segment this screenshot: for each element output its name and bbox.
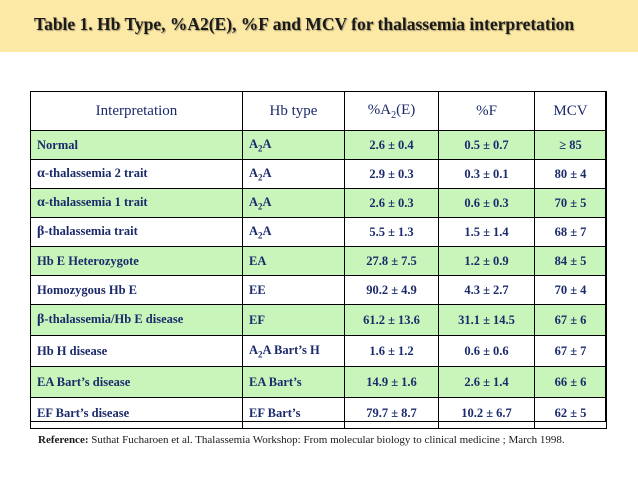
header-a2-sub: 2 bbox=[391, 109, 397, 121]
cell-a2: 79.7 ± 8.7 bbox=[345, 398, 439, 429]
interpretation-text: Normal bbox=[37, 137, 78, 152]
cell-interpretation bbox=[31, 247, 243, 276]
title-banner bbox=[0, 0, 638, 52]
table-row bbox=[31, 367, 607, 398]
cell-hb-type bbox=[243, 218, 345, 247]
cell-f: 0.6 ± 0.6 bbox=[439, 336, 535, 367]
cell-a2: 1.6 ± 1.2 bbox=[345, 336, 439, 367]
cell-f: 2.6 ± 1.4 bbox=[439, 367, 535, 398]
hb-type-prefix: EA bbox=[249, 253, 267, 268]
cell-interpretation bbox=[31, 398, 243, 429]
interpretation-text: -thalassemia trait bbox=[44, 224, 138, 238]
cell-mcv: 66 ± 6 bbox=[535, 367, 607, 398]
cell-f: 0.3 ± 0.1 bbox=[439, 160, 535, 189]
hb-type-prefix: A bbox=[249, 165, 259, 180]
interpretation-text: -thalassemia 1 trait bbox=[44, 195, 148, 209]
cell-hb-type bbox=[243, 189, 345, 218]
cell-interpretation bbox=[31, 189, 243, 218]
cell-a2: 61.2 ± 13.6 bbox=[345, 305, 439, 336]
hb-type-suffix: A Bart’s H bbox=[262, 342, 320, 357]
header-interpretation: Interpretation bbox=[31, 92, 243, 131]
cell-mcv: 70 ± 5 bbox=[535, 189, 607, 218]
cell-mcv: 67 ± 6 bbox=[535, 305, 607, 336]
hb-type-suffix: A bbox=[262, 165, 272, 180]
cell-a2: 5.5 ± 1.3 bbox=[345, 218, 439, 247]
hb-type-subscript: 2 bbox=[258, 230, 263, 241]
hb-type-prefix: A bbox=[249, 342, 259, 357]
header-a2 bbox=[345, 92, 439, 131]
cell-mcv: 68 ± 7 bbox=[535, 218, 607, 247]
table-row bbox=[31, 247, 607, 276]
cell-hb-type bbox=[243, 305, 345, 336]
interpretation-text: EF Bart’s disease bbox=[37, 405, 130, 420]
cell-f: 4.3 ± 2.7 bbox=[439, 276, 535, 305]
reference-note bbox=[38, 434, 565, 446]
hb-type-prefix: A bbox=[249, 194, 259, 209]
cell-interpretation bbox=[31, 367, 243, 398]
greek-symbol: β bbox=[37, 312, 45, 327]
greek-symbol: α bbox=[37, 195, 45, 210]
interpretation-text: Hb H disease bbox=[37, 343, 108, 358]
hb-type-prefix: A bbox=[249, 223, 259, 238]
hb-type-subscript: 2 bbox=[258, 201, 263, 212]
cell-f: 0.6 ± 0.3 bbox=[439, 189, 535, 218]
cell-hb-type bbox=[243, 336, 345, 367]
reference-text: Suthat Fucharoen et al. Thalassemia Workshop: From molecular biology to clinical medicine ; March 1998. bbox=[88, 434, 565, 446]
hb-type-prefix: EF bbox=[249, 312, 265, 327]
reference-label: Reference: bbox=[38, 434, 89, 446]
cell-hb-type bbox=[243, 247, 345, 276]
cell-f: 1.5 ± 1.4 bbox=[439, 218, 535, 247]
cell-a2: 2.9 ± 0.3 bbox=[345, 160, 439, 189]
header-a2-suffix: (E) bbox=[396, 101, 416, 118]
table-header-row bbox=[31, 92, 607, 131]
cell-interpretation bbox=[31, 131, 243, 160]
cell-f: 0.5 ± 0.7 bbox=[439, 131, 535, 160]
cell-interpretation bbox=[31, 218, 243, 247]
cell-hb-type bbox=[243, 276, 345, 305]
page-title: Table 1. Hb Type, %A2(E), %F and MCV for thalassemia interpretation bbox=[34, 14, 575, 34]
cell-interpretation bbox=[31, 276, 243, 305]
cell-hb-type bbox=[243, 398, 345, 429]
header-mcv: MCV bbox=[535, 92, 607, 131]
cell-hb-type bbox=[243, 367, 345, 398]
hb-type-subscript: 2 bbox=[258, 172, 263, 183]
hb-type-prefix: EE bbox=[249, 282, 266, 297]
hb-type-prefix: A bbox=[249, 136, 259, 151]
cell-f: 1.2 ± 0.9 bbox=[439, 247, 535, 276]
cell-interpretation bbox=[31, 160, 243, 189]
table-row bbox=[31, 336, 607, 367]
hb-type-suffix: A bbox=[262, 136, 272, 151]
interpretation-text: Hb E Heterozygote bbox=[37, 253, 139, 268]
cell-mcv: 62 ± 5 bbox=[535, 398, 607, 429]
cell-a2: 90.2 ± 4.9 bbox=[345, 276, 439, 305]
table-row bbox=[31, 276, 607, 305]
table-row bbox=[31, 189, 607, 218]
cell-mcv: 84 ± 5 bbox=[535, 247, 607, 276]
cell-interpretation bbox=[31, 305, 243, 336]
interpretation-text: Homozygous Hb E bbox=[37, 282, 138, 297]
interpretation-text: -thalassemia/Hb E disease bbox=[44, 312, 184, 326]
cell-mcv: 70 ± 4 bbox=[535, 276, 607, 305]
table-row bbox=[31, 131, 607, 160]
table-row bbox=[31, 305, 607, 336]
cell-f: 10.2 ± 6.7 bbox=[439, 398, 535, 429]
interpretation-text: EA Bart’s disease bbox=[37, 374, 131, 389]
hb-type-subscript: 2 bbox=[258, 349, 263, 360]
cell-mcv: ≥ 85 bbox=[535, 131, 607, 160]
cell-hb-type bbox=[243, 131, 345, 160]
hb-type-prefix: EA Bart’s bbox=[249, 374, 302, 389]
greek-symbol: α bbox=[37, 166, 45, 181]
cell-a2: 2.6 ± 0.3 bbox=[345, 189, 439, 218]
cell-mcv: 80 ± 4 bbox=[535, 160, 607, 189]
cell-a2: 27.8 ± 7.5 bbox=[345, 247, 439, 276]
hb-type-suffix: A bbox=[262, 223, 272, 238]
hb-type-suffix: A bbox=[262, 194, 272, 209]
hb-type-prefix: EF Bart’s bbox=[249, 405, 301, 420]
table-row bbox=[31, 218, 607, 247]
cell-a2: 14.9 ± 1.6 bbox=[345, 367, 439, 398]
header-f: %F bbox=[439, 92, 535, 131]
cell-interpretation bbox=[31, 336, 243, 367]
cell-a2: 2.6 ± 0.4 bbox=[345, 131, 439, 160]
cell-f: 31.1 ± 14.5 bbox=[439, 305, 535, 336]
greek-symbol: β bbox=[37, 224, 45, 239]
cell-mcv: 67 ± 7 bbox=[535, 336, 607, 367]
header-a2-prefix: %A bbox=[367, 101, 392, 118]
hb-type-subscript: 2 bbox=[258, 143, 263, 154]
cell-hb-type bbox=[243, 160, 345, 189]
table-row bbox=[31, 160, 607, 189]
header-hb-type: Hb type bbox=[243, 92, 345, 131]
interpretation-text: -thalassemia 2 trait bbox=[44, 166, 148, 180]
table-row bbox=[31, 398, 607, 429]
thalassemia-table bbox=[30, 91, 607, 429]
